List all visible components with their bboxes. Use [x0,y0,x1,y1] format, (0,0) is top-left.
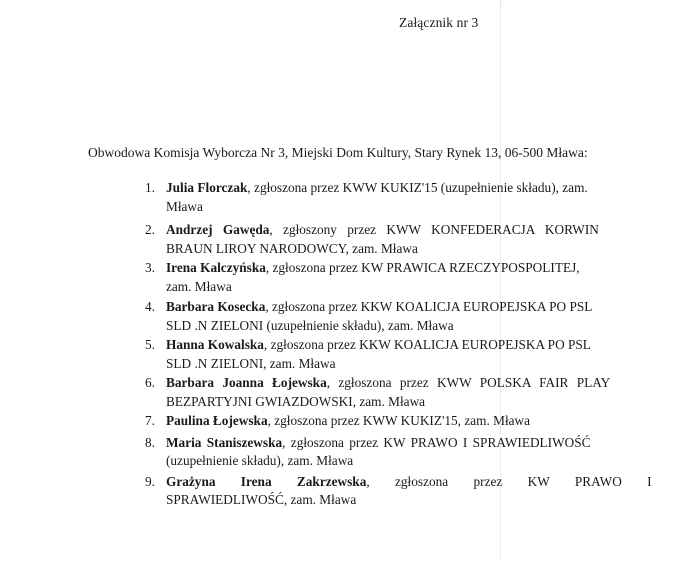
list-item [145,336,595,373]
member-name: Paulina Łojewska [166,413,268,428]
attachment-title: Załącznik nr 3 [399,15,479,30]
list-item [145,298,595,335]
member-name: Andrzej Gawęda [166,222,270,237]
item-number: 3. [145,260,155,275]
member-name: Barbara Joanna Łojewska [166,375,327,390]
member-details: , zgłoszona przez KKW KOALICJA EUROPEJSKA PO PSL [265,299,593,314]
item-number: 2. [145,222,155,237]
member-details-cont: Mława [166,198,203,214]
list-item [145,412,595,431]
item-number: 5. [145,337,155,352]
member-details-cont: SLD .N ZIELONI (uzupełnienie składu), zam. Mława [166,317,454,333]
member-details: , zgłoszona przez KWW POLSKA FAIR PLAY [326,375,611,390]
item-number: 4. [145,299,155,314]
member-name: Maria Staniszewska [166,434,283,450]
item-number: 9. [145,473,155,489]
member-details-cont: BEZPARTYJNI GWIAZDOWSKI, zam. Mława [166,393,426,409]
members-list [145,179,652,510]
member-details-cont: BRAUN LIROY NARODOWCY, zam. Mława [166,240,418,256]
commission-address: Obwodowa Komisja Wyborcza Nr 3, Miejski Dom Kultury, Stary Rynek 13, 06-500 Mława: [88,145,588,160]
member-details-cont: SPRAWIEDLIWOŚĆ, zam. Mława [166,492,357,507]
list-item [145,179,595,216]
list-item [145,374,611,411]
member-details: , zgłoszony przez KWW KONFEDERACJA KORWIN [269,222,599,237]
member-details-cont: SLD .N ZIELONI, zam. Mława [166,355,336,371]
member-name: Grażyna Irena Zakrzewska [166,473,367,489]
member-details: , zgłoszona przez KWW KUKIZ'15, zam. Mława [267,413,531,428]
member-details: , zgłoszona przez KW PRAWICA RZECZYPOSPOLITEJ, [265,260,580,275]
list-item [145,473,652,510]
member-details-cont: zam. Mława [166,278,232,294]
item-number: 1. [145,180,155,195]
member-details: , zgłoszona przez KWW KUKIZ'15 (uzupełnienie składu), zam. [247,180,588,195]
item-number: 8. [145,434,155,450]
item-number: 7. [145,413,155,428]
member-name: Irena Kalczyńska [166,260,266,275]
member-details: , zgłoszona przez KKW KOALICJA EUROPEJSKA PO PSL [263,337,591,352]
member-name: Barbara Kosecka [166,299,266,314]
list-item [145,434,595,471]
item-number: 6. [145,375,155,390]
member-details: , zgłoszona przez KW PRAWO I [366,473,652,489]
member-details: , zgłoszona przez KW PRAWO I SPRAWIEDLIWOŚĆ [282,434,591,450]
member-name: Hanna Kowalska [166,337,264,352]
member-details-cont: (uzupełnienie składu), zam. Mława [166,453,354,468]
list-item [145,221,599,258]
member-name: Julia Florczak [166,180,248,195]
list-item [145,259,595,296]
